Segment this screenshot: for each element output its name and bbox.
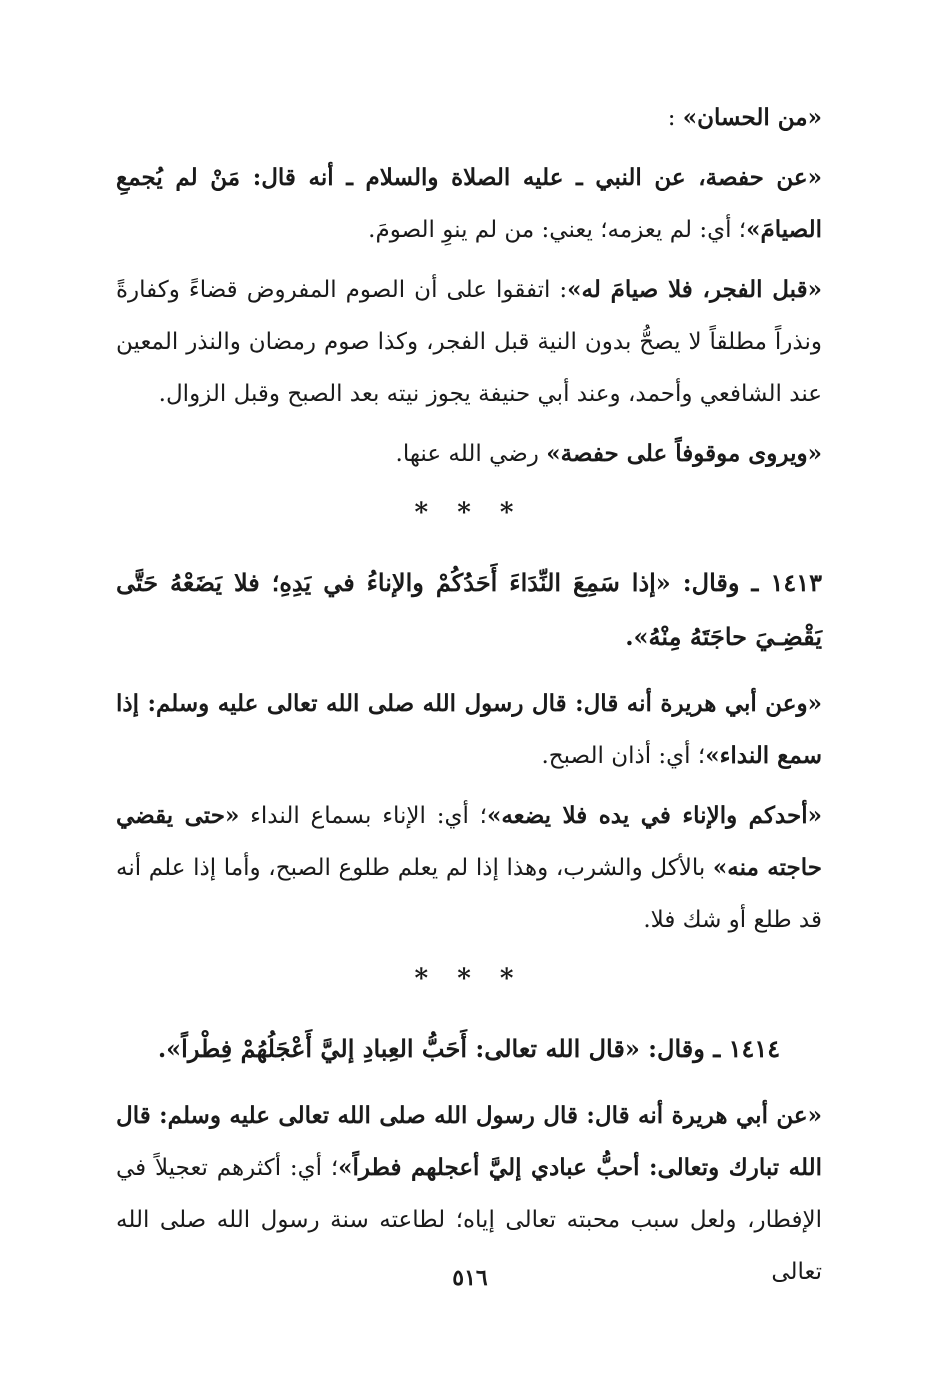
page-body	[116, 92, 822, 1306]
commentary-text: رضي الله عنها.	[395, 441, 547, 467]
quoted-text: «حتى يقضي حاجته منه»	[116, 802, 822, 881]
commentary-text: ؛ أي: لم يعزمه؛ يعني: من لم ينوِ الصومَ.	[368, 217, 747, 243]
commentary-text: بالأكل والشرب، وهذا إذا لم يعلم طلوع الصبح، وأما إذا علم أنه قد طلع أو شك فلا.	[116, 855, 822, 933]
quoted-text: «عن حفصة، عن النبي ـ عليه الصلاة والسلام ـ أنه قال: مَنْ لم يُجمعِ الصيامَ»	[116, 164, 822, 243]
paragraph-before-fajr	[116, 264, 822, 420]
paragraph-hafsa-hadith	[116, 152, 822, 256]
paragraph-min-al-hisan	[116, 92, 822, 144]
commentary-text: ؛ أي: الإناء بسماع النداء	[239, 803, 487, 829]
page-number: ٥١٦	[452, 1265, 488, 1291]
quoted-text: «عن أبي هريرة أنه قال: قال رسول الله صلى الله تعالى عليه وسلم: قال الله تبارك وتعالى: أحبُّ عبادي إليَّ أعجلهم فطراً»	[116, 1102, 822, 1181]
paragraph-mawquf	[116, 428, 822, 480]
quoted-text: «أحدكم والإناء في يده فلا يضعه»	[486, 802, 822, 829]
commentary-text: ؛ أي: أكثرهم تعجيلاً في الإفطار، ولعل سبب محبته تعالى إياه؛ لطاعته سنة رسول الله صلى الله تعالى	[116, 1155, 822, 1285]
commentary-text: ؛ أي: أذان الصبح.	[541, 743, 706, 769]
quoted-heading: «من الحسان»	[682, 104, 822, 131]
paragraph-text: :	[667, 105, 683, 131]
commentary-text: : اتفقوا على أن الصوم المفروض قضاءً وكفارةً ونذراً مطلقاً لا يصحُّ بدون النية قبل الفجر، وكذا صوم رمضان والنذر المعين عند الشافعي وأحمد، وعند أبي حنيفة يجوز نيته بعد الصبح وقبل الزوال.	[116, 277, 822, 407]
hadith-1413: ١٤١٣ ـ وقال: «إذا سَمِعَ النِّدَاءَ أَحَدُكُمْ والإناءُ في يَدِهِ؛ فلا يَضَعْهُ حَتَّى يَقْضِـيَ حاجَتَهُ مِنْهُ».	[116, 568, 822, 651]
paragraph-inaa	[116, 790, 822, 946]
quoted-text: «قبل الفجر، فلا صيامَ له»	[567, 276, 822, 303]
section-separator: * * *	[414, 498, 524, 528]
quoted-text: «وعن أبي هريرة أنه قال: قال رسول الله صلى الله تعالى عليه وسلم: إذا سمع النداء»	[116, 690, 822, 769]
hadith-1414: ١٤١٤ ـ وقال: «قال الله تعالى: أَحَبُّ العِبادِ إليَّ أَعْجَلُهُمْ فِطْراً».	[157, 1034, 781, 1063]
paragraph-abu-hurayra-nida	[116, 678, 822, 782]
section-separator: * * *	[414, 964, 524, 994]
quoted-text: «ويروى موقوفاً على حفصة»	[546, 440, 822, 467]
